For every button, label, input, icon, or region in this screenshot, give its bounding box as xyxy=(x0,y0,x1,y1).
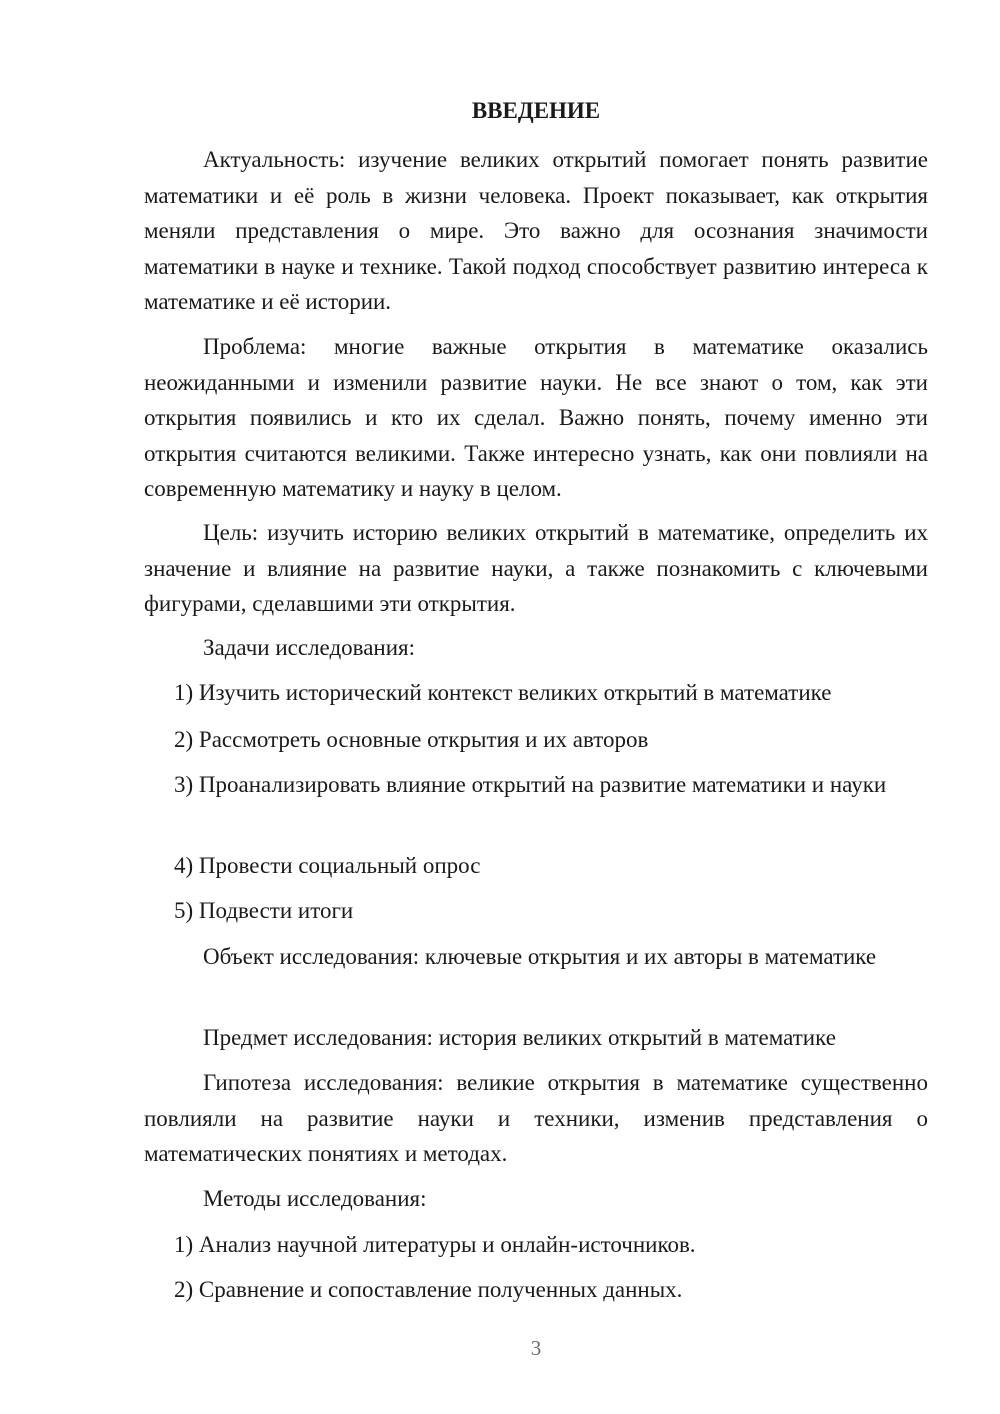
task-item: 5) Подвести итоги xyxy=(174,898,354,923)
page-number: 3 xyxy=(530,1336,542,1360)
task-item: 4) Провести социальный опрос xyxy=(174,853,481,878)
task-item: 1) Изучить исторический контекст великих открытий в математике xyxy=(174,680,832,705)
method-item: 2) Сравнение и сопоставление полученных данных. xyxy=(174,1277,683,1302)
paragraph-problem: Проблема: многие важные открытия в математике оказались неожиданными и изменили развитие науки. Не все знают о том, как эти открытия появились и кто их сделал. Важно понять, почему именно эти открытия считаются великими. Также интересно узнать, как они повлияли на современную математику и науку в целом. xyxy=(144,334,928,501)
paragraph-hypothesis: Гипотеза исследования: великие открытия в математике существенно повлияли на развитие науки и техники, изменив представления о математических понятиях и методах. xyxy=(144,1070,928,1166)
section-title: ВВЕДЕНИЕ xyxy=(471,98,601,123)
paragraph-subject: Предмет исследования: история великих открытий в математике xyxy=(203,1025,836,1050)
task-item: 3) Проанализировать влияние открытий на развитие математики и науки xyxy=(174,772,887,797)
tasks-heading: Задачи исследования: xyxy=(203,635,416,660)
method-item: 1) Анализ научной литературы и онлайн-источников. xyxy=(174,1232,696,1257)
methods-heading: Методы исследования: xyxy=(203,1186,427,1211)
task-item: 2) Рассмотреть основные открытия и их авторов xyxy=(174,727,649,752)
paragraph-object: Объект исследования: ключевые открытия и их авторы в математике xyxy=(203,944,877,969)
paragraph-goal: Цель: изучить историю великих открытий в математике, определить их значение и влияние на развитие науки, а также познакомить с ключевыми фигурами, сделавшими эти открытия. xyxy=(144,520,928,616)
paragraph-relevance: Актуальность: изучение великих открытий помогает понять развитие математики и её роль в жизни человека. Проект показывает, как открытия меняли представления о мире. Это важно для осознания значимости математики в науке и технике. Такой подход способствует развитию интереса к математике и её истории. xyxy=(144,147,928,314)
